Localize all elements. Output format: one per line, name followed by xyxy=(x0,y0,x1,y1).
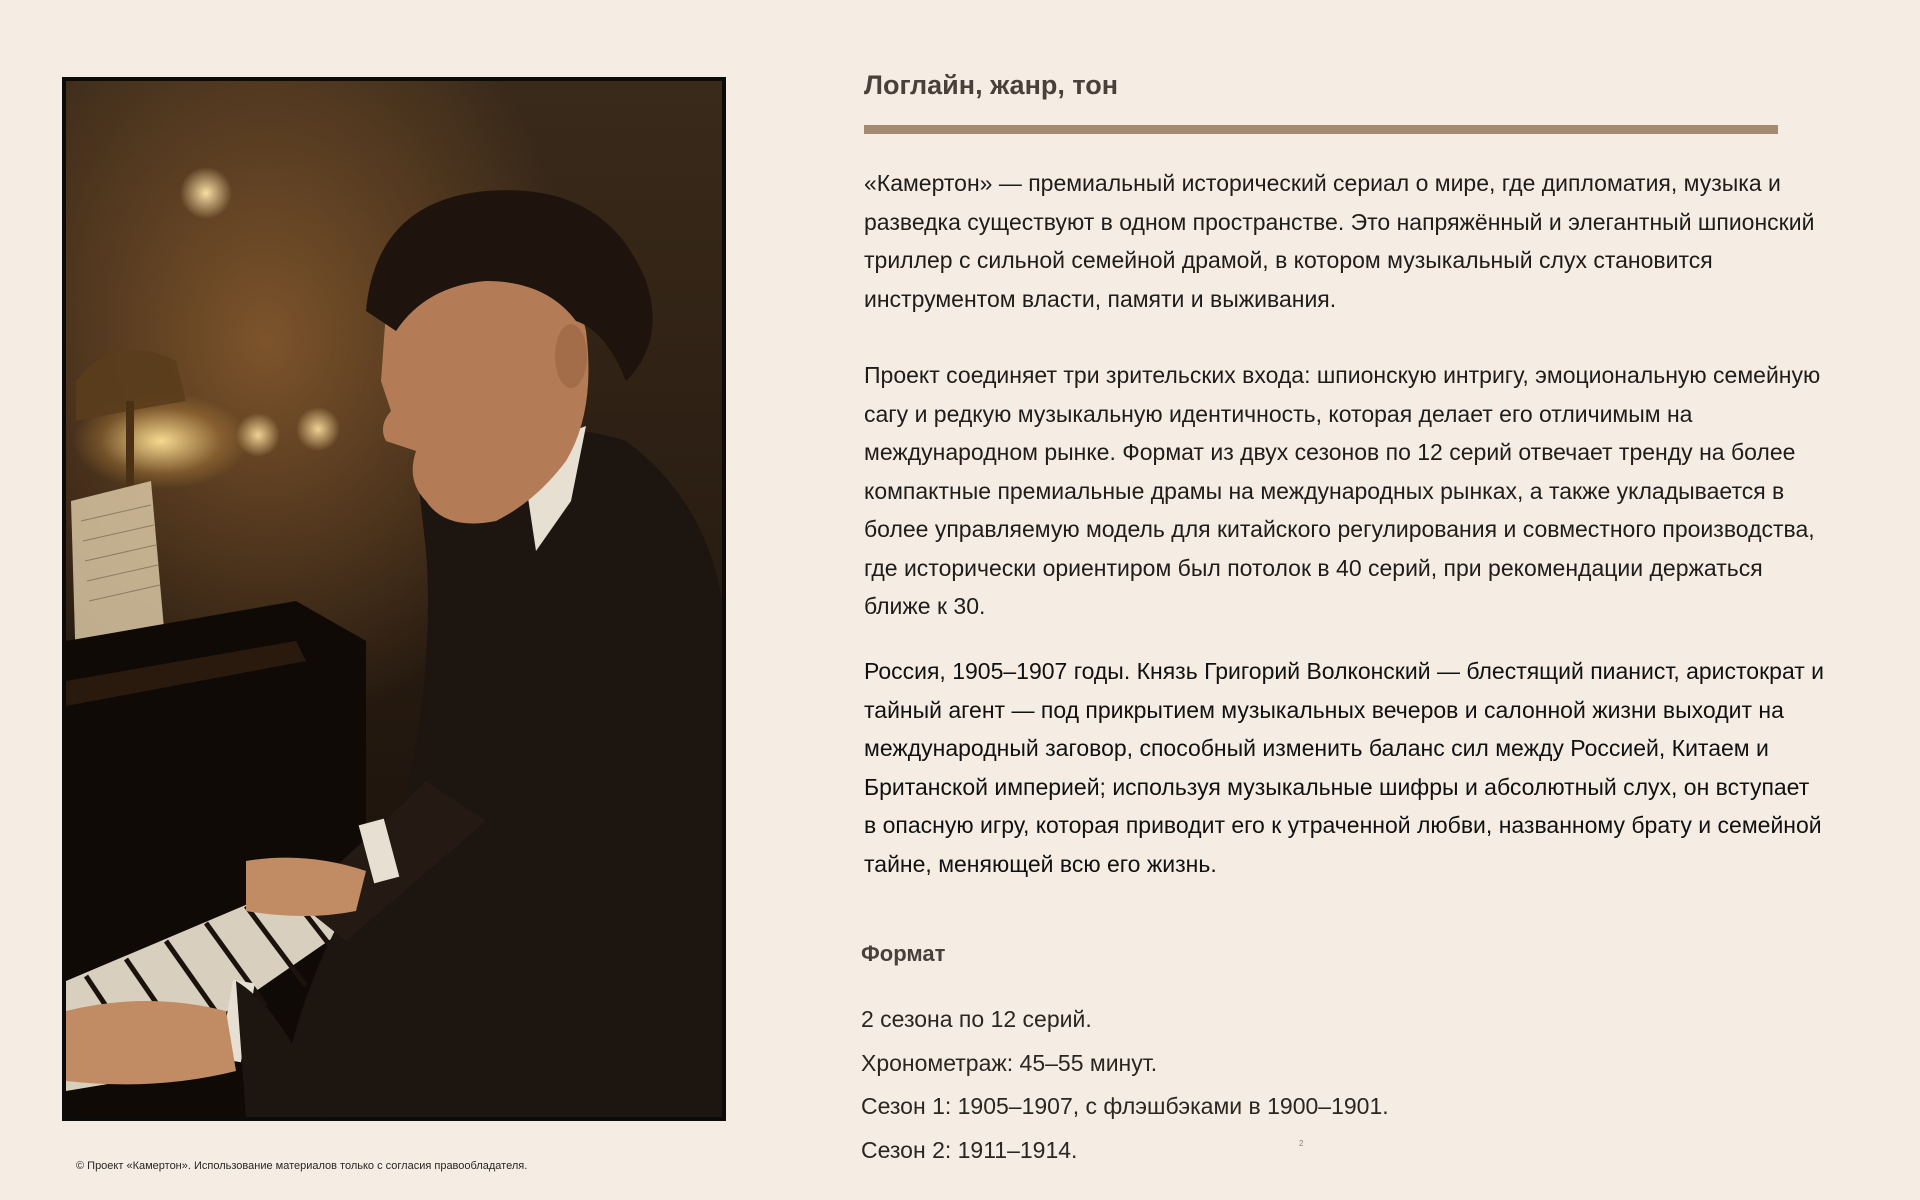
copyright-notice: © Проект «Камертон». Использование материалов только с согласия правообладателя. xyxy=(76,1160,528,1172)
format-heading: Формат xyxy=(861,941,946,966)
pianist-photo-icon xyxy=(66,81,722,1117)
format-item-seasons: 2 сезона по 12 серий. xyxy=(861,1006,1092,1032)
section-heading: Логлайн, жанр, тон xyxy=(864,70,1119,100)
logline-paragraph: «Камертон» — премиальный исторический сериал о мире, где дипломатия, музыка и разведка существуют в одном пространстве. Это напряжённый и элегантный шпионский триллер с сильной семейной драмой, в котором музыкальный слух становится инструментом власти, памяти и выживания. xyxy=(864,170,1815,312)
format-item-season-2: Сезон 2: 1911–1914. xyxy=(861,1136,1078,1163)
page-number: 2 xyxy=(1299,1139,1304,1148)
format-item-season-1: Сезон 1: 1905–1907, с флэшбэками в 1900–1901. xyxy=(861,1093,1389,1119)
project-paragraph: Проект соединяет три зрительских входа: шпионскую интригу, эмоциональную семейную сагу и редкую музыкальную идентичность, которая делает его отличимым на международном рынке. Формат из двух сезонов по 12 серий отвечает тренду на более компактные премиальные драмы на международных рынках, а также укладывается в более управляемую модель для китайского регулирования и совместного производства, где исторически ориентиром был потолок в 40 серий, при рекомендации держаться ближе к 30. xyxy=(864,362,1821,619)
format-list xyxy=(861,998,1389,1172)
synopsis-paragraph: Россия, 1905–1907 годы. Князь Григорий Волконский — блестящий пианист, аристократ и тайный агент — под прикрытием музыкальных вечеров и салонной жизни выходит на международный заговор, способный изменить баланс сил между Россией, Китаем и Британской империей; используя музыкальные шифры и абсолютный слух, он вступает в опасную игру, которая приводит его к утраченной любви, названному брату и семейной тайне, меняющей всю его жизнь. xyxy=(864,658,1825,877)
pianist-photo xyxy=(62,77,726,1121)
heading-divider xyxy=(864,125,1778,134)
format-item-runtime: Хронометраж: 45–55 минут. xyxy=(861,1049,1158,1076)
